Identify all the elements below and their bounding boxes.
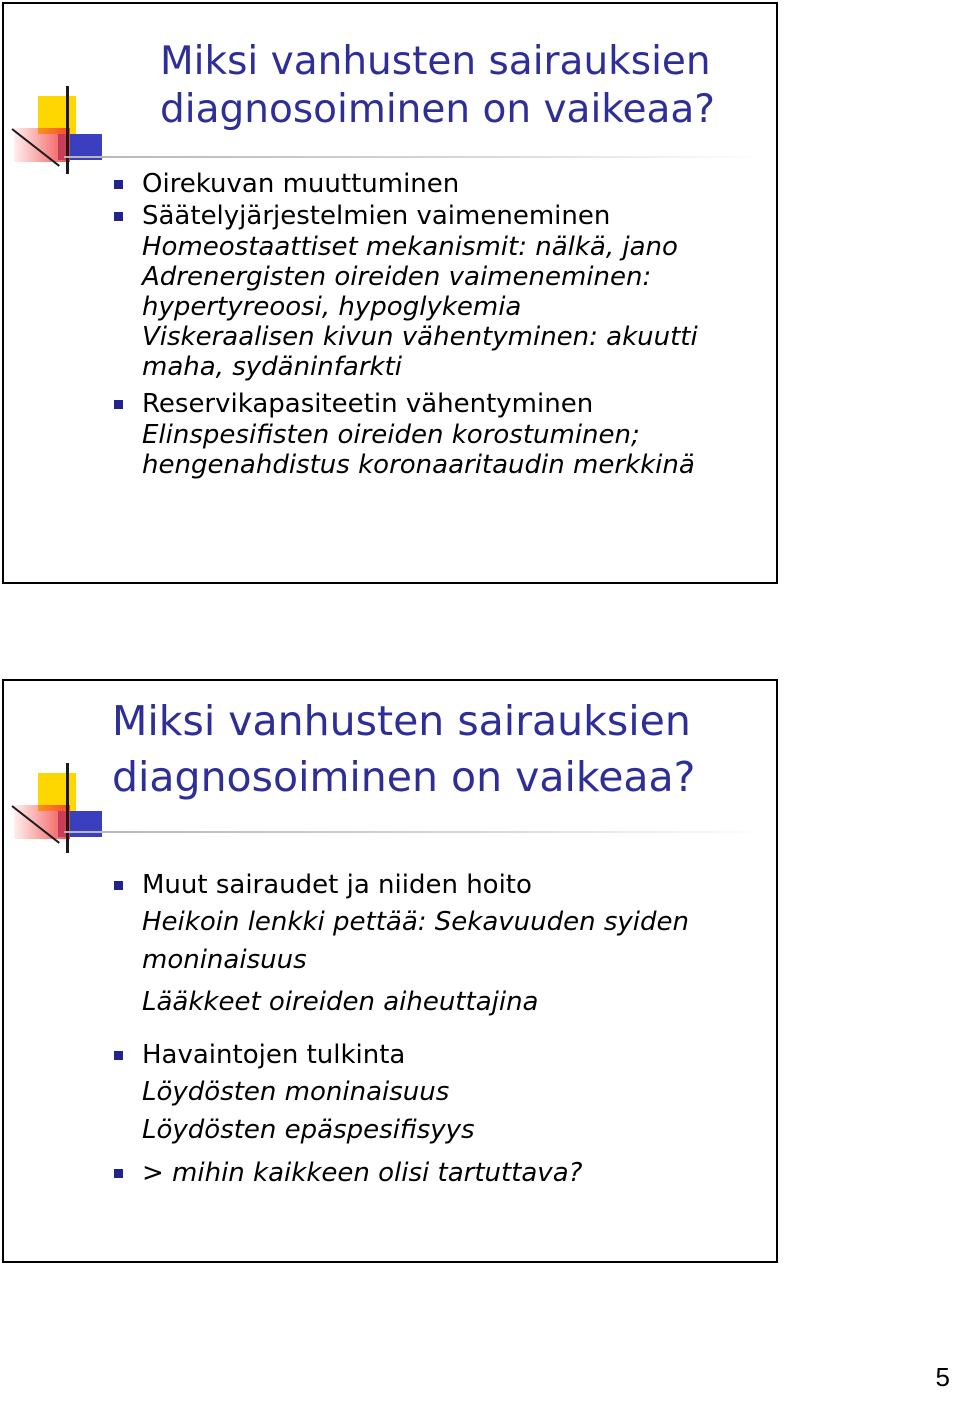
square-bullet-icon (114, 881, 123, 890)
slide-title: Miksi vanhusten sairauksien diagnosoiminen on vaikeaa? (160, 39, 715, 132)
square-bullet-icon (114, 212, 123, 221)
square-bullet-icon (114, 400, 123, 409)
sub-text: maha, sydäninfarkti (142, 352, 402, 382)
page-number: 5 (935, 1362, 950, 1392)
slide-content (112, 168, 762, 480)
sub-text: Heikoin lenkki pettää: Sekavuuden syiden (142, 907, 689, 937)
slide-decoration (10, 86, 110, 176)
bullet-item: Säätelyjärjestelmien vaimeneminen (112, 200, 762, 232)
bullet-item: > mihin kaikkeen olisi tartuttava? (112, 1153, 762, 1193)
slide-1 (2, 2, 778, 584)
slide-content (112, 867, 762, 1193)
sub-text: Lääkkeet oireiden aiheuttajina (142, 987, 539, 1017)
slide-decoration (10, 763, 110, 855)
square-bullet-icon (114, 1051, 123, 1060)
square-bullet-icon (114, 1169, 123, 1178)
bullet-item: Oirekuvan muuttuminen (112, 168, 762, 200)
sub-text: moninaisuus (142, 945, 307, 975)
bullet-item: Muut sairaudet ja niiden hoito (112, 867, 762, 903)
sub-text: Elinspesifisten oireiden korostuminen; (142, 420, 640, 450)
sub-text: Löydösten epäspesifisyys (142, 1115, 475, 1145)
sub-text: hypertyreoosi, hypoglykemia (142, 292, 522, 322)
slide-title: Miksi vanhusten sairauksien diagnosoiminen on vaikeaa? (112, 697, 696, 801)
bullet-item: Reservikapasiteetin vähentyminen (112, 388, 762, 420)
sub-text: Adrenergisten oireiden vaimeneminen: (142, 262, 652, 292)
bullet-item: Havaintojen tulkinta (112, 1037, 762, 1073)
slide-2 (2, 679, 778, 1263)
sub-text: Viskeraalisen kivun vähentyminen: akuutti (142, 322, 698, 352)
title-divider (64, 831, 764, 833)
square-bullet-icon (114, 180, 123, 189)
sub-text: Homeostaattiset mekanismit: nälkä, jano (142, 232, 678, 262)
sub-text: Löydösten moninaisuus (142, 1077, 450, 1107)
sub-text: hengenahdistus koronaaritaudin merkkinä (142, 450, 695, 480)
title-divider (64, 156, 764, 158)
